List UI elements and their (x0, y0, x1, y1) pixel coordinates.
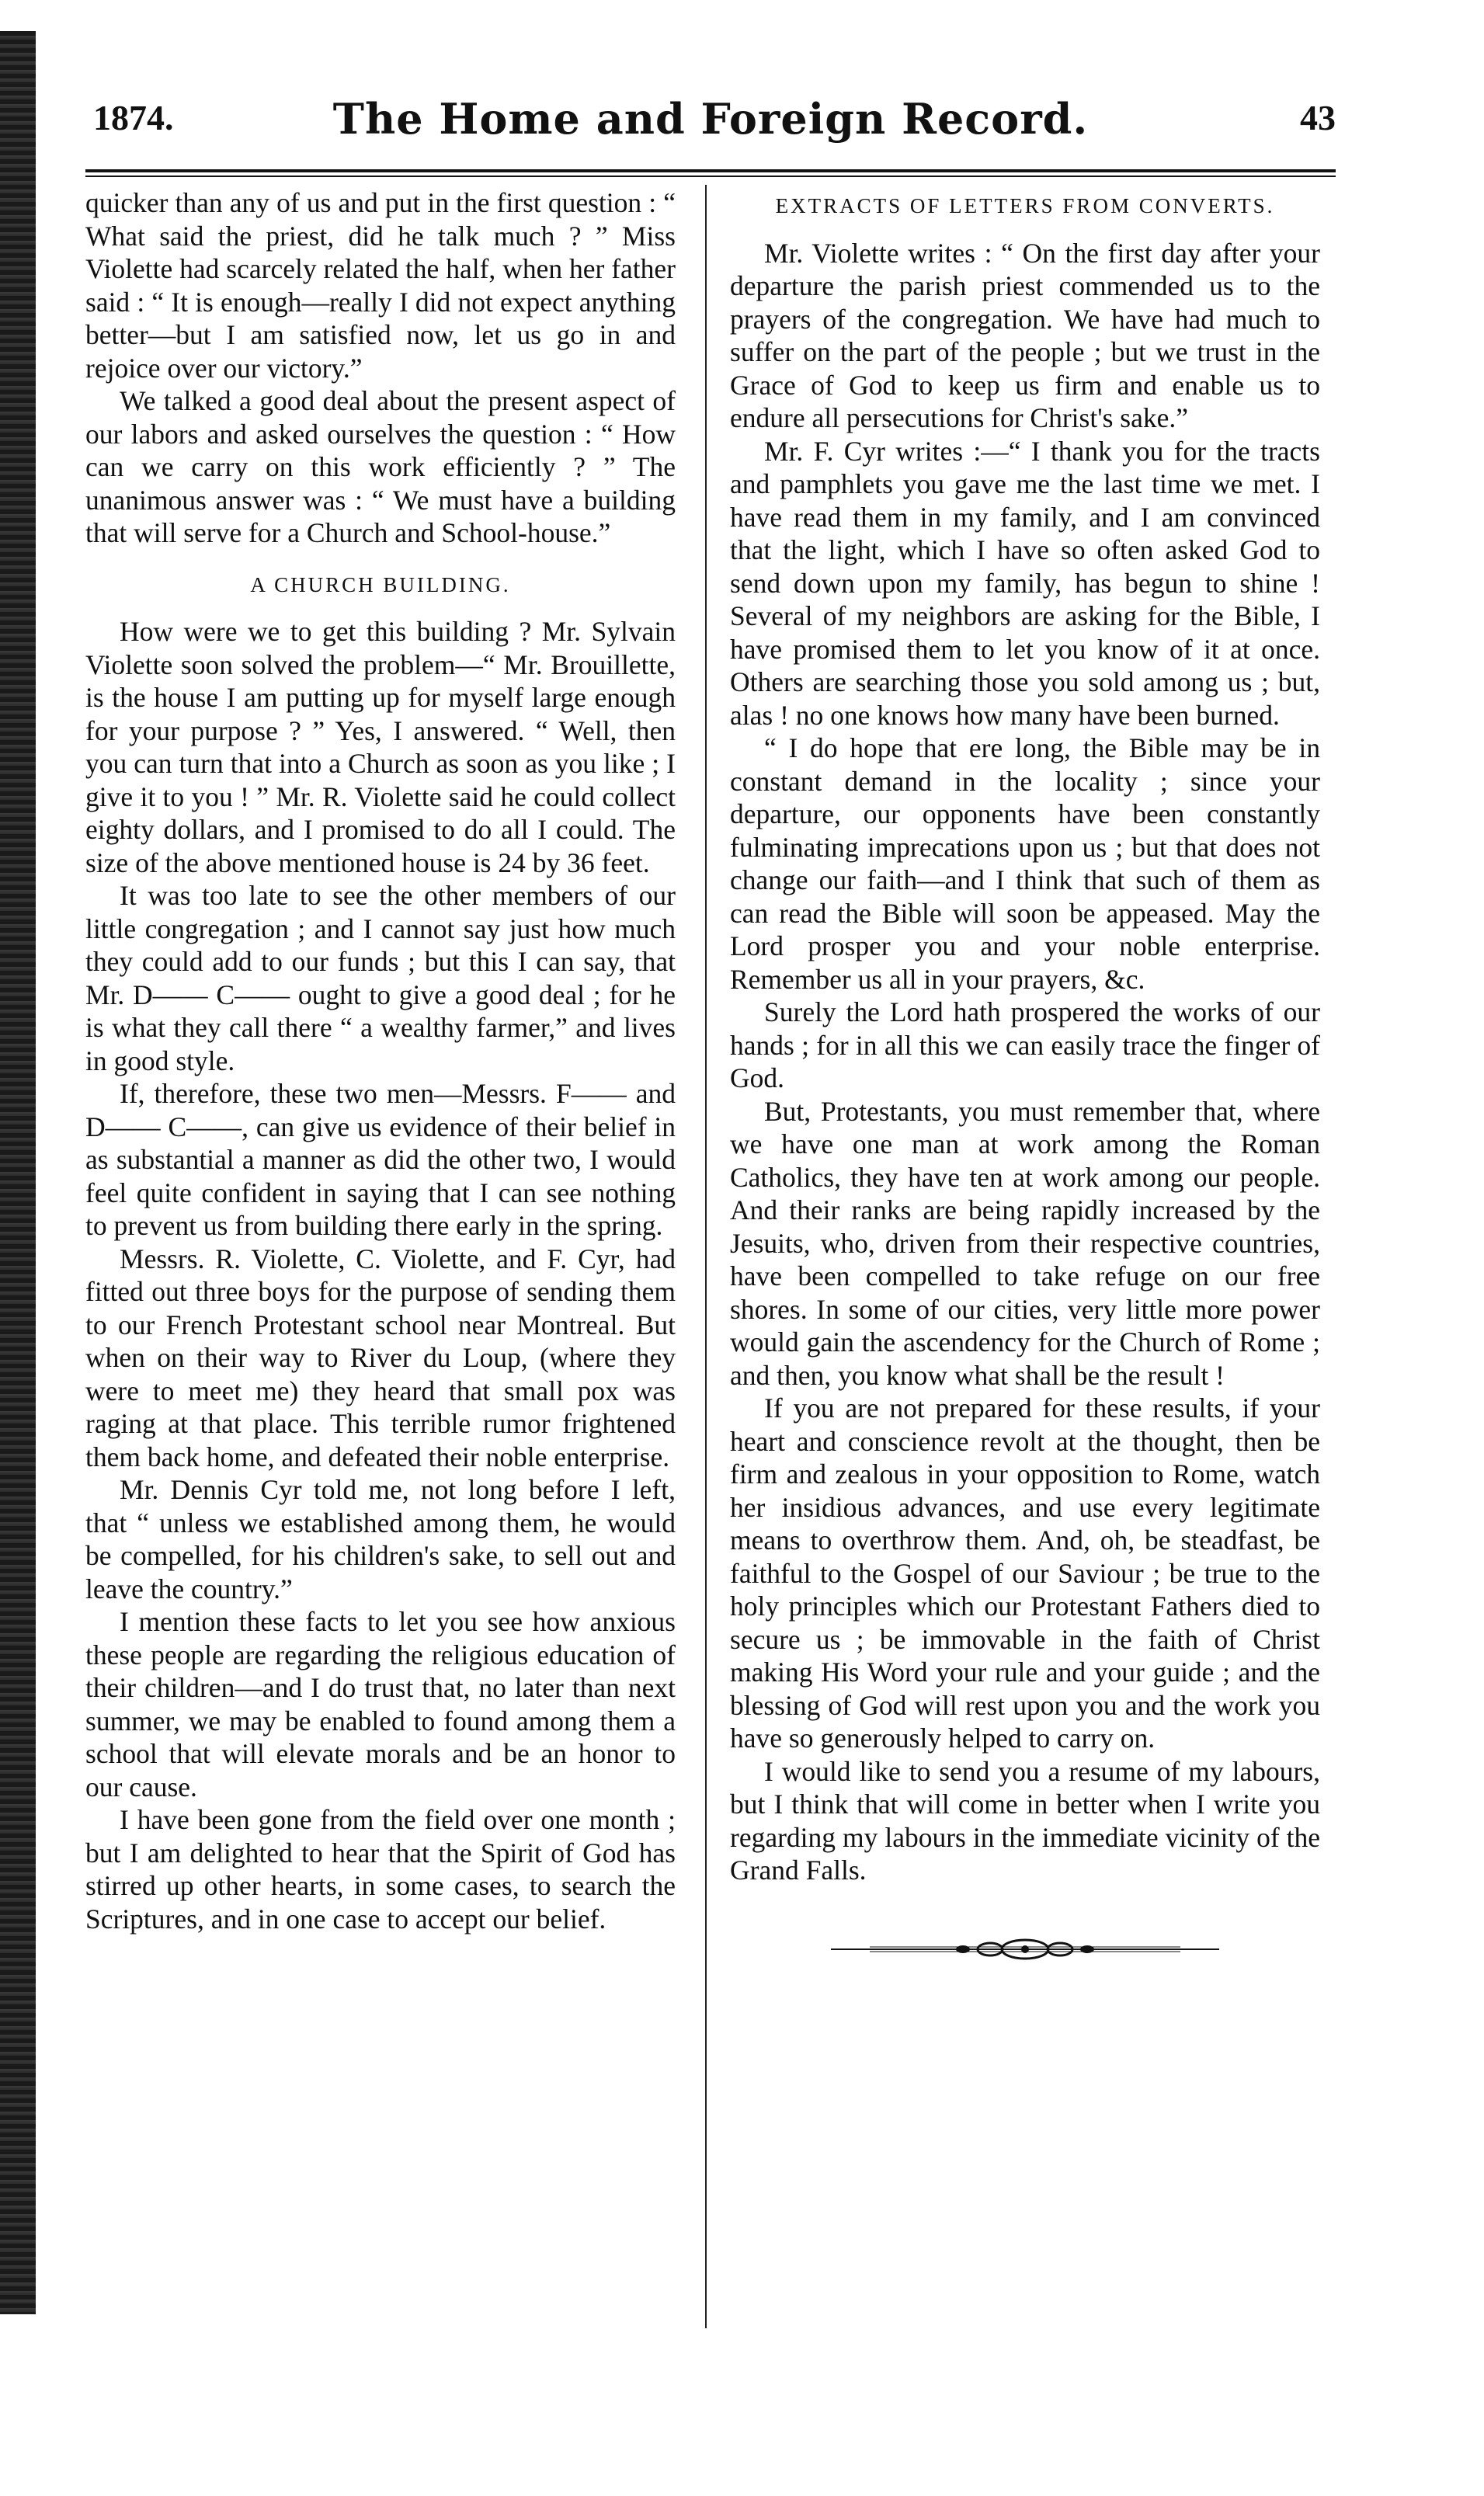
header-journal-title: The Home and Foreign Record. (332, 94, 1089, 144)
paragraph: “ I do hope that ere long, the Bible may be in constant demand in the locality ; since your departure, our opponents have been constantly fulminating imprecations upon us ; but that does not change our faith—and I think that such of them as can read the Bible will soon be appeased. May the Lord prosper you and your noble enterprise. Remember us all in your prayers, &c. (730, 732, 1320, 995)
column-divider (705, 185, 707, 2328)
paragraph: quicker than any of us and put in the first question : “ What said the priest, did he talk much ? ” Miss Violette had scarcely related the half, when her father said : “ It is enough—really I did not expect anything better—but I am satisfied now, let us go in and rejoice over our victory.” (85, 187, 676, 384)
paragraph: It was too late to see the other members of our little congregation ; and I cannot say just how much they could add to our funds ; but this I can say, that Mr. D—— C—— ought to give a good deal ; for he is what they call there “ a wealthy farmer,” and lives in good style. (85, 880, 676, 1076)
section-heading-extracts: EXTRACTS OF LETTERS FROM CONVERTS. (775, 194, 1275, 217)
header-rule (85, 169, 1336, 172)
paragraph: I have been gone from the field over one month ; but I am delighted to hear that the Spirit of God has stirred up other hearts, in some cases, to search the Scriptures, and in one case to accept our belief. (85, 1804, 676, 1935)
binding-spine (0, 31, 36, 2314)
paragraph: How were we to get this building ? Mr. Sylvain Violette soon solved the problem—“ Mr. Brouillette, is the house I am putting up for myself large enough for your purpose ? ” Yes, I answered. “ Well, then you can turn that into a Church as soon as you like ; I give it to you ! ” Mr. R. Violette said he could collect eighty dollars, and I promised to do all I could. The size of the above mentioned house is 24 by 36 feet. (85, 616, 676, 878)
paragraph: Mr. Violette writes : “ On the first day after your departure the parish priest commended us to the prayers of the congregation. We have had much to suffer on the part of the people ; but we trust in the Grace of God to keep us firm and enable us to endure all persecutions for Christ's sake.” (730, 237, 1320, 433)
header-year: 1874. (93, 98, 174, 137)
paragraph: I would like to send you a resume of my labours, but I think that will come in better when I write you regarding my labours in the immediate vicinity of the Grand Falls. (730, 1755, 1320, 1886)
paragraph: If you are not prepared for these results, if your heart and conscience revolt at the thought, then be firm and zealous in your opposition to Rome, watch her insidious advances, and use every legitimate means to overthrow them. And, oh, be steadfast, be faithful to the Gospel of our Saviour ; be true to the holy principles which our Protestant Fathers died to secure us ; be immovable in the faith of Christ making His Word your rule and your guide ; and the blessing of God will rest upon you and the work you have so generously helped to carry on. (730, 1392, 1320, 1754)
paragraph: But, Protestants, you must remember that, where we have one man at work among the Roman Catholics, they have ten at work among our people. And their ranks are being rapidly increased by the Jesuits, who, driven from their respective countries, have been compelled to take refuge on our free shores. In some of our cities, very little more power would gain the ascendency for the Church of Rome ; and then, you know what shall be the result ! (730, 1095, 1320, 1391)
right-column (730, 186, 1320, 1965)
left-column (85, 186, 676, 1935)
paragraph: Mr. Dennis Cyr told me, not long before I left, that “ unless we established among them, he would be compelled, for his children's sake, to sell out and leave the country.” (85, 1474, 676, 1604)
running-header (85, 94, 1336, 159)
section-heading-church-building: A CHURCH BUILDING. (250, 572, 511, 596)
paragraph: If, therefore, these two men—Messrs. F—— and D—— C——, can give us evidence of their belief in as substantial a manner as did the other two, I would feel quite confident in saying that I can see nothing to prevent us from building there early in the spring. (85, 1078, 676, 1241)
paragraph: I mention these facts to let you see how anxious these people are regarding the religious education of their children—and I do trust that, no later than next summer, we may be enabled to found among them a school that will elevate morals and be an honor to our cause. (85, 1606, 676, 1802)
paragraph: We talked a good deal about the present aspect of our labors and asked ourselves the question : “ How can we carry on this work efficiently ? ” The unanimous answer was : “ We must have a building that will serve for a Church and School-house.” (85, 385, 676, 548)
journal-page (85, 0, 1336, 2496)
header-page-number: 43 (1300, 98, 1336, 137)
ornament-divider-icon (823, 1934, 1227, 1965)
paragraph: Surely the Lord hath prospered the works of our hands ; for in all this we can easily trace the finger of God. (730, 996, 1320, 1093)
paragraph: Messrs. R. Violette, C. Violette, and F. Cyr, had fitted out three boys for the purpose of sending them to our French Protestant school near Montreal. But when on their way to River du Loup, (where they were to meet me) they heard that small pox was raging at that place. This terrible rumor frightened them back home, and defeated their noble enterprise. (85, 1243, 676, 1472)
header-rule-thin (85, 176, 1336, 177)
paragraph: Mr. F. Cyr writes :—“ I thank you for the tracts and pamphlets you gave me the last time we met. I have read them in my family, and I am convinced that the light, which I have so often asked God to send down upon my family, has begun to shine ! Several of my neighbors are asking for the Bible, I have promised them to let you know of it at once. Others are searching those you sold among us ; but, alas ! no one knows how many have been burned. (730, 435, 1320, 731)
